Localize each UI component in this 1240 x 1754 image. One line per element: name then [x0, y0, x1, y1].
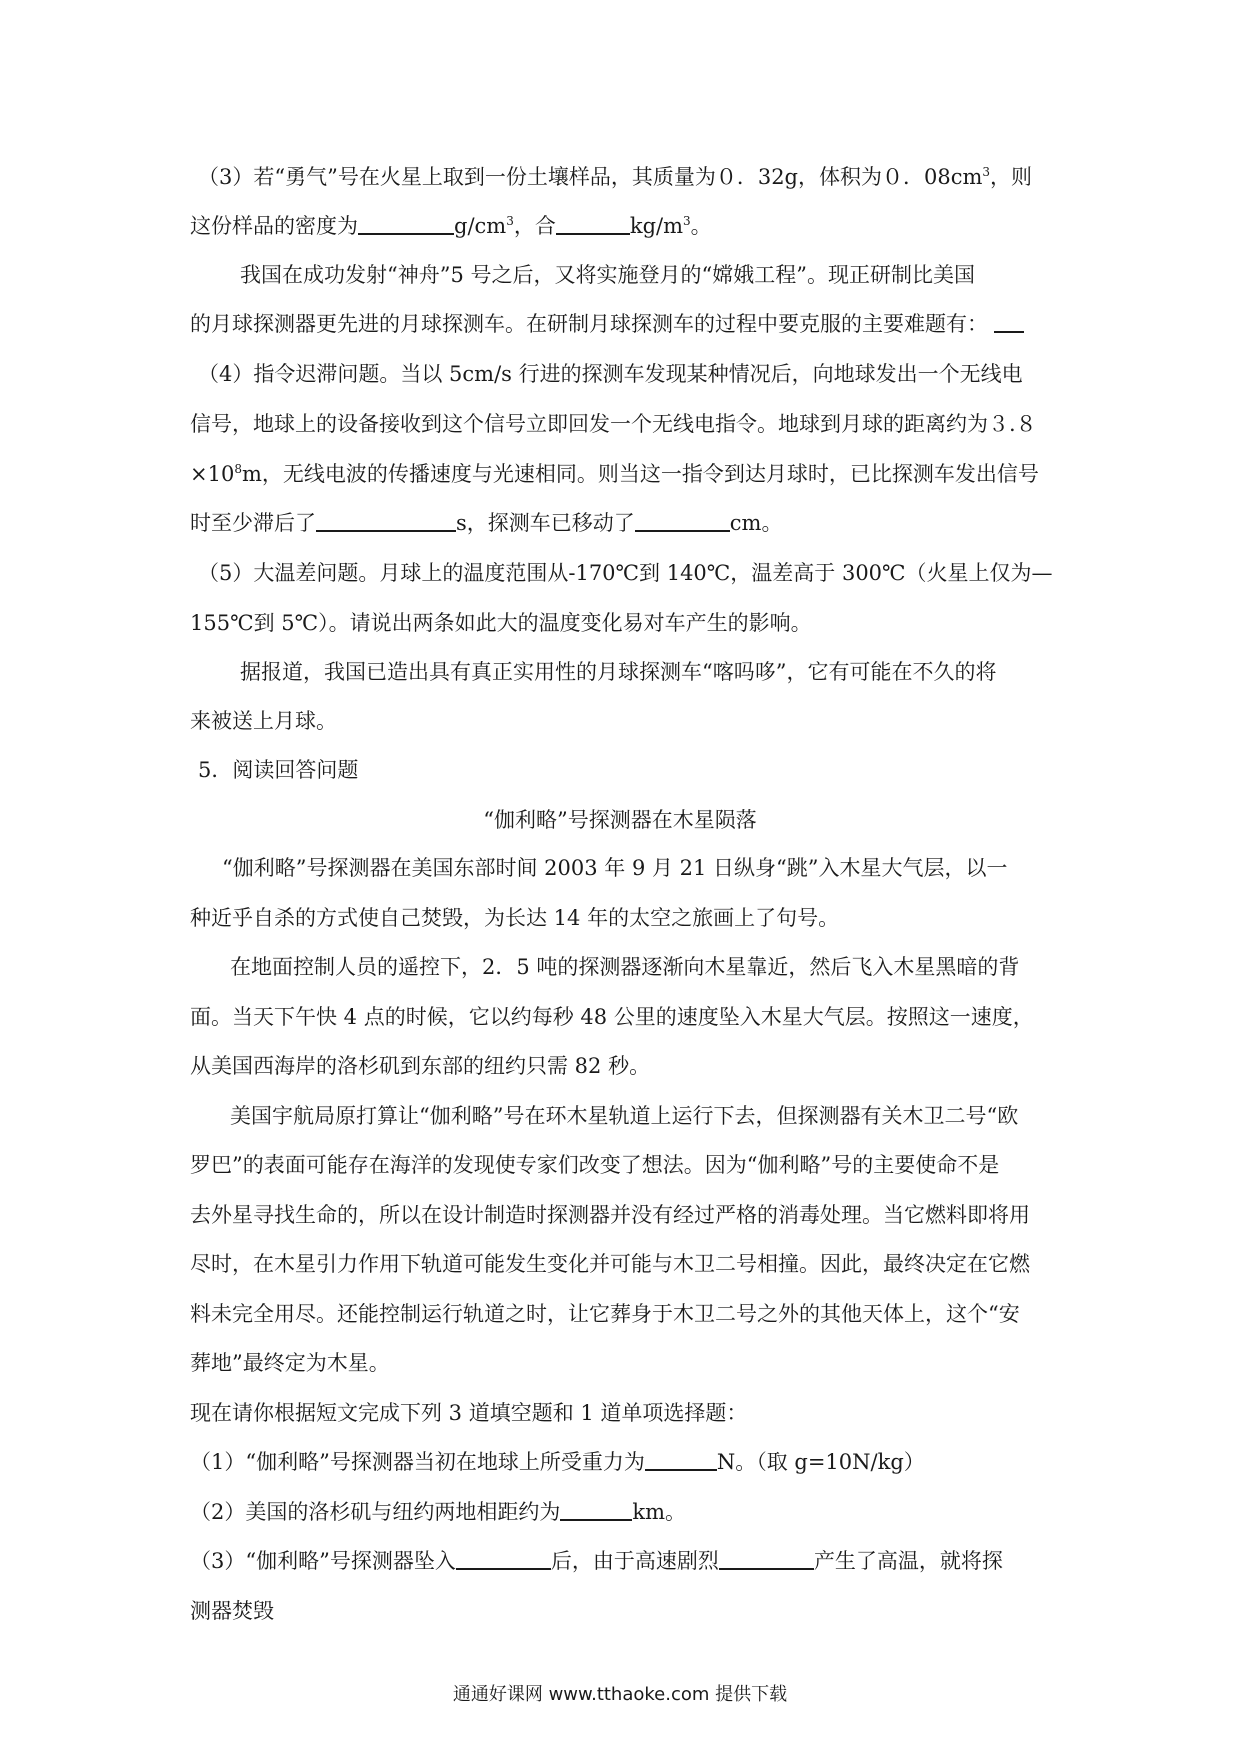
- p3-line-1: 美国宇航局原打算让“伽利略”号在环木星轨道上运行下去，但探测器有关木卫二号“欧: [230, 1104, 1019, 1128]
- p2-line-1: 在地面控制人员的遥控下，2．5 吨的探测器逐渐向木星靠近，然后飞入木星黑暗的背: [230, 955, 1020, 979]
- answer-blank[interactable]: [316, 510, 456, 532]
- p2-line-3: 从美国西海岸的洛杉矶到东部的纽约只需 82 秒。: [190, 1054, 651, 1078]
- p3-line-5: 料未完全用尽。还能控制运行轨道之时，让它葬身于木卫二号之外的其他天体上，这个“安: [190, 1302, 1020, 1326]
- p2-line-2: 面。当天下午快 4 点的时候，它以约每秒 48 公里的速度坠入木星大气层。按照这一速度，: [190, 1005, 1034, 1029]
- report-line-2: 来被送上月球。: [190, 709, 337, 733]
- sub-question-1: （1）“伽利略”号探测器当初在地球上所受重力为 N。（取 g=10N/kg）: [190, 1450, 925, 1474]
- page-footer: 通通好课网 www.tthaoke.com 提供下载: [452, 1684, 788, 1705]
- q5-line-1: （5）大温差问题。月球上的温度范围从-170℃到 140℃，温差高于 300℃（火星上仅为—: [198, 561, 1053, 585]
- article-title: “伽利略”号探测器在木星陨落: [483, 808, 757, 832]
- q5-line-2: 155℃到 5℃）。请说出两条如此大的温度变化易对车产生的影响。: [190, 611, 812, 635]
- answer-blank[interactable]: [456, 1548, 551, 1570]
- answer-blank[interactable]: [645, 1449, 717, 1471]
- q4-line-2: 信号，地球上的设备接收到这个信号立即回发一个无线电指令。地球到月球的距离约为３.８: [190, 412, 1037, 436]
- p3-line-3: 去外星寻找生命的，所以在设计制造时探测器并没有经过严格的消毒处理。当它燃料即将用: [190, 1203, 1030, 1227]
- report-line-1: 据报道，我国已造出具有真正实用性的月球探测车“喀吗哆”，它有可能在不久的将: [240, 660, 997, 684]
- instruction: 现在请你根据短文完成下列 3 道填空题和 1 道单项选择题：: [190, 1401, 748, 1425]
- answer-blank[interactable]: [560, 1499, 632, 1521]
- p3-line-4: 尽时，在木星引力作用下轨道可能发生变化并可能与木卫二号相撞。因此，最终决定在它燃: [190, 1252, 1030, 1276]
- answer-blank[interactable]: [556, 213, 630, 235]
- q4-line-4: 时至少滞后了 s，探测车已移动了 cm。: [190, 511, 783, 535]
- p1-line-1: “伽利略”号探测器在美国东部时间 2003 年 9 月 21 日纵身“跳”入木星大气层，以一: [222, 856, 1008, 880]
- p3-line-2: 罗巴”的表面可能存在海洋的发现使专家们改变了想法。因为“伽利略”号的主要使命不是: [190, 1153, 1000, 1177]
- intro-line-2: 的月球探测器更先进的月球探测车。在研制月球探测车的过程中要克服的主要难题有：: [190, 309, 1024, 339]
- q4-line-1: （4）指令迟滞问题。当以 5cm/s 行进的探测车发现某种情况后，向地球发出一个无线电: [198, 362, 1023, 386]
- answer-blank[interactable]: [358, 213, 454, 235]
- sub-question-3-line-2: 测器焚毁: [190, 1599, 274, 1623]
- answer-blank[interactable]: [719, 1548, 814, 1570]
- q4-line-3: $\times 10^8m$，无线电波的传播速度与光速相同。则当这一指令到达月球时，已比探测车发出信号: [190, 462, 1039, 486]
- sub-question-3: （3）“伽利略”号探测器坠入 后，由于高速剧烈 产生了高温，就将探: [190, 1549, 1003, 1573]
- answer-blank[interactable]: [635, 510, 730, 532]
- sub-question-2: （2）美国的洛杉矶与纽约两地相距约为 km。: [190, 1500, 686, 1524]
- answer-blank[interactable]: [994, 311, 1024, 333]
- q3-line-2: 这份样品的密度为 $g/cm^3$，合 $kg/m^3$。: [190, 214, 712, 238]
- intro-line-1: 我国在成功发射“神舟”5 号之后，又将实施登月的“嫦娥工程”。现正研制比美国: [240, 263, 975, 287]
- p3-line-6: 葬地”最终定为木星。: [190, 1351, 390, 1375]
- section-heading: 5．阅读回答问题: [198, 758, 359, 782]
- p1-line-2: 种近乎自杀的方式使自己焚毁，为长达 14 年的太空之旅画上了句号。: [190, 906, 840, 930]
- q3-line-1: （3）若“勇气”号在火星上取到一份土壤样品，其质量为０．32g，体积为０．$08cm^3$，则: [198, 165, 1033, 189]
